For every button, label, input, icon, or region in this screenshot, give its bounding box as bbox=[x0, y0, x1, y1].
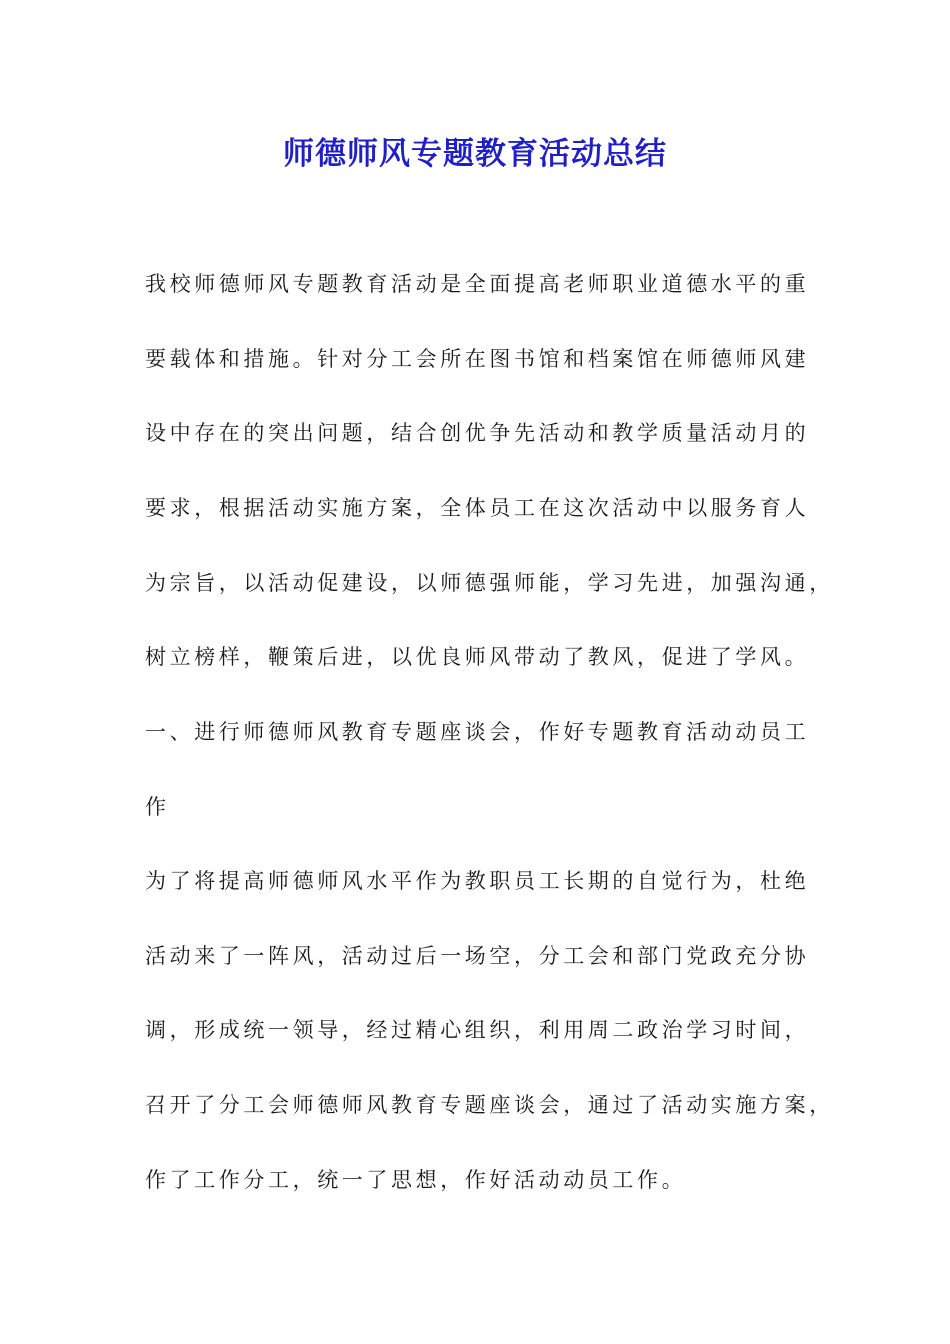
paragraph-line: 我校师德师风专题教育活动是全面提高老师职业道德水平的重 bbox=[145, 272, 810, 296]
paragraph-line: 树立榜样，鞭策后进，以优良师风带动了教风，促进了学风。 bbox=[145, 645, 810, 669]
document-title: 师德师风专题教育活动总结 bbox=[283, 136, 667, 172]
paragraph-line: 为了将提高师德师风水平作为教职员工长期的自觉行为，杜绝 bbox=[145, 869, 810, 893]
paragraph-line: 调，形成统一领导，经过精心组织，利用周二政治学习时间， bbox=[145, 1018, 810, 1042]
section-heading-line: 一、进行师德师风教育专题座谈会，作好专题教育活动动员工 bbox=[145, 720, 810, 744]
paragraph-line: 作了工作分工，统一了思想，作好活动动员工作。 bbox=[145, 1168, 687, 1192]
paragraph-line: 召开了分工会师德师风教育专题座谈会，通过了活动实施方案， bbox=[145, 1093, 834, 1117]
paragraph-line: 为宗旨，以活动促建设，以师德强师能，学习先进，加强沟通， bbox=[145, 571, 834, 595]
paragraph-line: 要载体和措施。针对分工会所在图书馆和档案馆在师德师风建 bbox=[145, 347, 810, 371]
paragraph-line: 要求，根据活动实施方案，全体员工在这次活动中以服务育人 bbox=[145, 496, 810, 520]
paragraph-line: 设中存在的突出问题，结合创优争先活动和教学质量活动月的 bbox=[145, 421, 810, 445]
paragraph-line: 活动来了一阵风，活动过后一场空，分工会和部门党政充分协 bbox=[145, 944, 810, 968]
section-heading-line: 作 bbox=[145, 795, 170, 819]
